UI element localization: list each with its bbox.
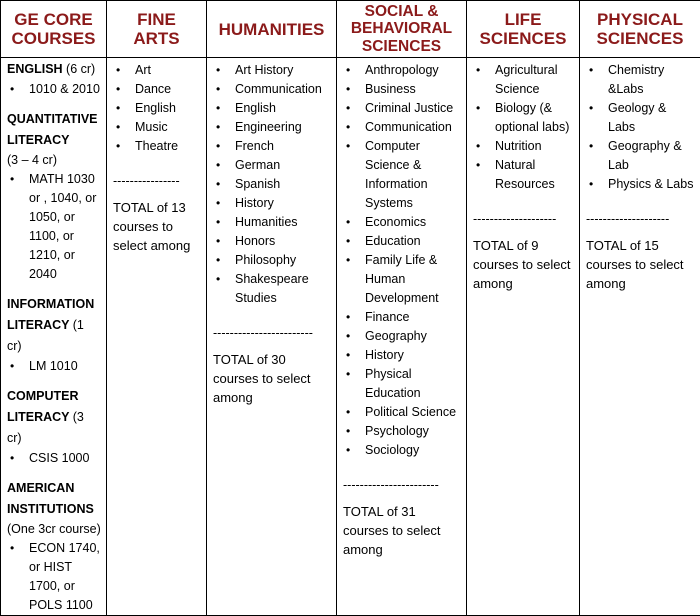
list-item: • English [113,99,201,118]
list-item: • History [213,194,331,213]
list-item: • MATH 1030 or , 1040, or 1050, or 1100, or 1210, or 2040 [7,170,101,284]
separator: ----------------------- [343,476,461,495]
list-item: • ECON 1740, or HIST 1700, or POLS 1100 [7,539,101,615]
list-item: • Music [113,118,201,137]
quant-list [7,170,101,284]
content-row [1,58,700,616]
list-item: • LM 1010 [7,357,101,376]
separator: -------------------- [473,210,574,229]
list-item: • Spanish [213,175,331,194]
list-item: • Art History [213,61,331,80]
life-sciences-column [467,58,580,616]
header-social-behavioral: SOCIAL & BEHAVIORAL SCIENCES [337,1,467,58]
list-item: • Physical Education [343,365,461,403]
english-heading: ENGLISH (6 cr) [7,59,101,80]
list-item: • Sociology [343,441,461,460]
list-item: • Shakespeare Studies [213,270,331,308]
list-item: • Engineering [213,118,331,137]
comp-list [7,449,101,468]
list-item: • Chemistry &Labs [586,61,695,99]
list-item: • Family Life & Human Development [343,251,461,308]
fine-arts-column [107,58,207,616]
header-life-sciences: LIFE SCIENCES [467,1,580,58]
list-item: • 1010 & 2010 [7,80,101,99]
list-item: • French [213,137,331,156]
list-item: • Criminal Justice [343,99,461,118]
total-text: TOTAL of 30 courses to select among [213,350,331,407]
list-item: • Geography [343,327,461,346]
list-item: • Education [343,232,461,251]
header-ge-core: GE CORE COURSES [1,1,107,58]
list-item: • Art [113,61,201,80]
list-item: • Nutrition [473,137,574,156]
core-column [1,58,107,616]
header-humanities: HUMANITIES [207,1,337,58]
total-text: TOTAL of 31 courses to select among [343,502,461,559]
list-item: • Biology (& optional labs) [473,99,574,137]
list-item: • Computer Science & Information Systems [343,137,461,213]
list-item: • Physics & Labs [586,175,695,194]
list-item: • Honors [213,232,331,251]
list-item: • Economics [343,213,461,232]
amer-credits: (One 3cr course) [7,520,101,539]
humanities-column [207,58,337,616]
list-item: • Dance [113,80,201,99]
physical-sciences-list [586,61,695,194]
list-item: • Finance [343,308,461,327]
separator: ---------------- [113,172,201,191]
info-heading: INFORMATION LITERACY (1 cr) [7,294,101,357]
list-item: • German [213,156,331,175]
list-item: • Political Science [343,403,461,422]
header-row [1,1,700,58]
total-text: TOTAL of 15 courses to select among [586,236,695,293]
total-text: TOTAL of 13 courses to select among [113,198,201,255]
humanities-list [213,61,331,308]
life-sciences-list [473,61,574,194]
separator: -------------------- [586,210,695,229]
english-list [7,80,101,99]
header-physical-sciences: PHYSICAL SCIENCES [580,1,700,58]
list-item: • CSIS 1000 [7,449,101,468]
list-item: • Humanities [213,213,331,232]
list-item: • Theatre [113,137,201,156]
list-item: • Business [343,80,461,99]
list-item: • Philosophy [213,251,331,270]
list-item: • Geology & Labs [586,99,695,137]
list-item: • Natural Resources [473,156,574,194]
quant-heading: QUANTITATIVE LITERACY [7,109,101,151]
list-item: • English [213,99,331,118]
list-item: • Geography & Lab [586,137,695,175]
fine-arts-list [113,61,201,156]
social-list [343,61,461,460]
list-item: • History [343,346,461,365]
amer-list [7,539,101,615]
list-item: • Communication [213,80,331,99]
header-fine-arts: FINE ARTS [107,1,207,58]
quant-credits: (3 – 4 cr) [7,151,101,170]
list-item: • Agricultural Science [473,61,574,99]
list-item: • Communication [343,118,461,137]
amer-heading: AMERICAN INSTITUTIONS [7,478,101,520]
list-item: • Anthropology [343,61,461,80]
info-list [7,357,101,376]
list-item: • Psychology [343,422,461,441]
comp-heading: COMPUTER LITERACY (3 cr) [7,386,101,449]
physical-sciences-column [580,58,700,616]
social-column [337,58,467,616]
separator: ------------------------ [213,324,331,343]
total-text: TOTAL of 9 courses to select among [473,236,574,293]
